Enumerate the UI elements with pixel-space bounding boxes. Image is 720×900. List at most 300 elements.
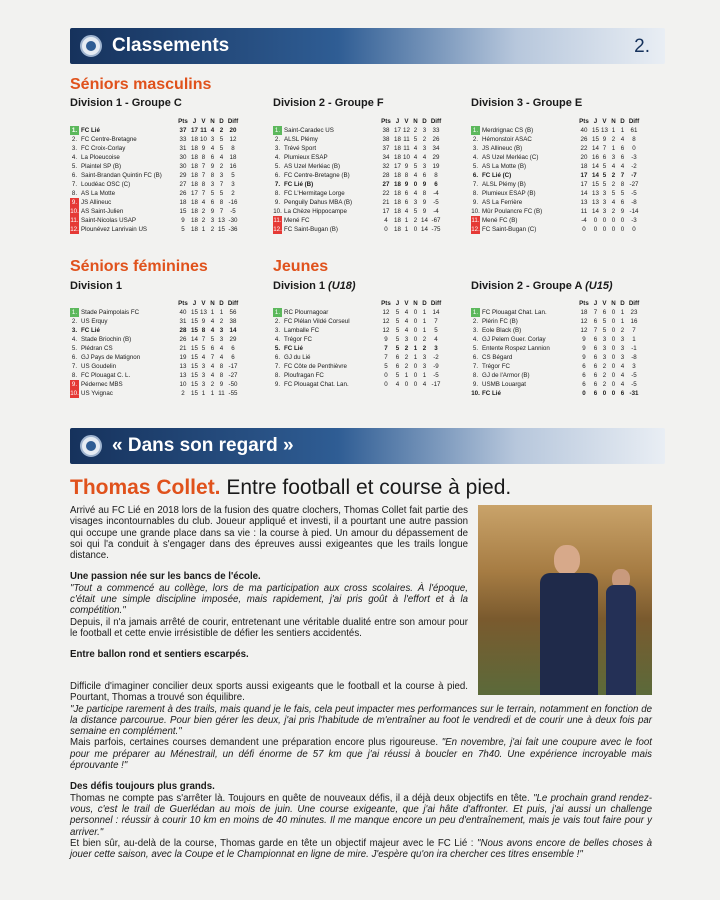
rank-badge: 8. bbox=[71, 372, 78, 379]
stat-cell: 3 bbox=[231, 181, 235, 188]
column-header: Diff bbox=[628, 300, 640, 307]
rank-badge: 8. bbox=[274, 372, 281, 379]
rank-badge: 11. bbox=[273, 217, 282, 224]
team-name: JS Allineuc bbox=[81, 199, 112, 206]
stat-cell: 5 bbox=[210, 336, 215, 343]
table-row bbox=[471, 216, 641, 225]
stat-cell: -55 bbox=[228, 390, 238, 397]
stat-cell: 9 bbox=[602, 136, 607, 143]
rank-badge: 4. bbox=[71, 336, 78, 343]
stat-cell: 3 bbox=[620, 354, 625, 361]
stat-cell: 4 bbox=[413, 154, 418, 161]
team-cell bbox=[471, 380, 577, 389]
stat-cell: 15 bbox=[191, 372, 198, 379]
stat-cell: 3 bbox=[210, 181, 215, 188]
stat-cell: 2 bbox=[620, 327, 625, 334]
stat-cell: 29 bbox=[432, 154, 440, 161]
team-cell bbox=[70, 353, 176, 362]
article-paragraph-1: Depuis, il n'a jamais arrêté de courir, entretenant une véritable dualité entre son amour pour le football et cette envie irrésistible de défier les sentiers accidentés. bbox=[70, 616, 468, 639]
column-header: Pts bbox=[178, 300, 188, 307]
stat-cell: 8 bbox=[210, 172, 215, 179]
stat-cell: 5 bbox=[219, 145, 224, 152]
rank-badge: 7. bbox=[71, 363, 78, 370]
table-row bbox=[471, 326, 641, 335]
table-row bbox=[273, 344, 443, 353]
table-row bbox=[273, 153, 443, 162]
stat-cell: 18 bbox=[394, 154, 401, 161]
standings-table bbox=[70, 299, 240, 398]
stat-cell: 1 bbox=[210, 390, 215, 397]
rank-badge: 4. bbox=[274, 154, 281, 161]
page-number: 2. bbox=[634, 36, 650, 57]
team-cell bbox=[273, 162, 379, 171]
stat-cell: 34 bbox=[432, 145, 440, 152]
rank-badge: 2. bbox=[472, 136, 479, 143]
stat-cell: 4 bbox=[210, 318, 215, 325]
rank-badge: 10. bbox=[70, 390, 79, 397]
stat-cell: 5 bbox=[413, 136, 418, 143]
stat-cell: 5 bbox=[434, 327, 438, 334]
team-cell bbox=[273, 308, 379, 317]
article-quote-2-wrap bbox=[70, 704, 652, 738]
stat-cell: 5 bbox=[602, 327, 607, 334]
team-cell bbox=[70, 171, 176, 180]
team-name: FC Lié bbox=[81, 327, 100, 334]
team-cell bbox=[70, 371, 176, 380]
stat-cell: 6 bbox=[231, 354, 235, 361]
stat-cell: 0 bbox=[611, 318, 616, 325]
stat-cell: 4 bbox=[413, 172, 418, 179]
stat-cell: 18 bbox=[394, 181, 401, 188]
stat-cell: 37 bbox=[382, 145, 390, 152]
table-row bbox=[70, 317, 240, 326]
stat-cell: 7 bbox=[620, 172, 625, 179]
regard-banner-title: « Dans son regard » bbox=[112, 435, 294, 456]
team-cell bbox=[471, 207, 577, 216]
stat-cell: 17 bbox=[382, 208, 390, 215]
article-quote-4: "Le prochain grand rendez-vous, c'est le trail de Guerlédan au mois de juin. Une course exigeante, que j'ai hâte d'affronter. Et puis, j'ai aussi un challenge personnel : réussir à courir 10 km en moins de 40 minutes. Il me manque encore un peu d'entraînement, mais je vais tout faire pour y arriver." bbox=[70, 792, 652, 838]
stat-cell: 6 bbox=[593, 372, 598, 379]
team-cell bbox=[70, 135, 176, 144]
article-title bbox=[70, 476, 511, 500]
rank-badge: 5. bbox=[274, 345, 281, 352]
team-name: FC Plélan Vildé Corseul bbox=[284, 318, 350, 325]
stat-cell: 30 bbox=[179, 163, 187, 170]
rank-badge: 3. bbox=[274, 327, 281, 334]
stat-cell: 12 bbox=[580, 318, 588, 325]
standings-table bbox=[70, 117, 240, 234]
rank-badge: 9. bbox=[274, 199, 281, 206]
team-cell bbox=[471, 198, 577, 207]
stat-cell: 13 bbox=[179, 372, 187, 379]
table-row bbox=[273, 162, 443, 171]
stat-cell: 5 bbox=[219, 190, 224, 197]
stat-cell: 9 bbox=[181, 217, 185, 224]
stat-cell: 6 bbox=[593, 390, 598, 397]
team-name: Saint-Caradec US bbox=[284, 127, 334, 134]
stat-cell: 9 bbox=[384, 336, 388, 343]
table-row bbox=[70, 198, 240, 207]
stat-cell: 4 bbox=[422, 154, 427, 161]
stat-cell: 4 bbox=[404, 208, 409, 215]
stat-cell: 5 bbox=[395, 318, 400, 325]
stat-cell: 3 bbox=[422, 354, 427, 361]
stat-cell: 12 bbox=[382, 309, 390, 316]
rank-badge: 8. bbox=[472, 372, 479, 379]
stat-cell: 12 bbox=[229, 136, 237, 143]
rank-badge: 2. bbox=[472, 318, 479, 325]
stat-cell: 4 bbox=[422, 381, 427, 388]
stat-cell: 8 bbox=[201, 181, 206, 188]
rank-badge: 3. bbox=[274, 145, 281, 152]
stat-cell: 1 bbox=[611, 127, 616, 134]
rank-badge: 7. bbox=[274, 363, 281, 370]
table-row bbox=[273, 180, 443, 189]
column-header: N bbox=[413, 118, 418, 125]
stat-cell: 27 bbox=[382, 181, 390, 188]
stat-cell: 4 bbox=[404, 318, 409, 325]
stat-cell: 2 bbox=[404, 354, 409, 361]
rank-badge: 3. bbox=[472, 327, 479, 334]
seniors-m-heading: Séniors masculins bbox=[70, 76, 212, 93]
column-header: J bbox=[593, 118, 598, 125]
stat-cell: 14 bbox=[592, 208, 599, 215]
column-header: V bbox=[602, 300, 607, 307]
stat-cell: 26 bbox=[179, 336, 187, 343]
team-cell bbox=[70, 380, 176, 389]
table-header-row bbox=[471, 299, 641, 308]
stat-cell: 10 bbox=[403, 154, 410, 161]
stat-cell: -16 bbox=[228, 199, 238, 206]
stat-cell: 2 bbox=[210, 381, 215, 388]
table-row bbox=[70, 326, 240, 335]
stat-cell: 1 bbox=[404, 372, 409, 379]
stat-cell: 2 bbox=[611, 136, 616, 143]
stat-cell: 6 bbox=[620, 145, 625, 152]
table-row bbox=[471, 371, 641, 380]
article-quote-2: "Je participe rarement à des trails, mais quand je le fais, cela peut impacter mes performances sur le terrain, notamment en fonction de la distance parcourue. Pour bien gérer les deux, j'ai pris l'habitude de m'entraîner au foot le vendredi et de courir une à deux fois par semaine en complément." bbox=[70, 703, 652, 738]
stat-cell: 14 bbox=[592, 163, 599, 170]
stat-cell: 3 bbox=[602, 336, 607, 343]
team-cell bbox=[70, 308, 176, 317]
table-header-row bbox=[273, 117, 443, 126]
stat-cell: 28 bbox=[179, 327, 187, 334]
stat-cell: -17 bbox=[431, 381, 441, 388]
stat-cell: -5 bbox=[631, 190, 637, 197]
team-cell bbox=[70, 198, 176, 207]
team-name: US Erquy bbox=[81, 318, 108, 325]
stat-cell: -31 bbox=[629, 390, 639, 397]
team-cell bbox=[70, 225, 176, 234]
stat-cell: 3 bbox=[602, 345, 607, 352]
table-title-u15-cat: (U15) bbox=[585, 280, 613, 292]
team-name: FC Saint-Bugan (C) bbox=[482, 226, 537, 233]
stat-cell: 2 bbox=[201, 217, 206, 224]
stat-cell: 0 bbox=[632, 226, 636, 233]
table-row bbox=[70, 353, 240, 362]
stat-cell: 1 bbox=[632, 336, 636, 343]
team-name: FC Plouagat Chat. Lan. bbox=[482, 309, 547, 316]
rank-badge: 6. bbox=[472, 172, 479, 179]
stat-cell: 3 bbox=[404, 336, 409, 343]
column-header: N bbox=[611, 300, 616, 307]
team-name: GJ Pays de Matignon bbox=[81, 354, 141, 361]
team-name: US Goudelin bbox=[81, 363, 117, 370]
stat-cell: 5 bbox=[395, 327, 400, 334]
table-row bbox=[273, 135, 443, 144]
stat-cell: 13 bbox=[218, 217, 225, 224]
team-cell bbox=[471, 308, 577, 317]
stat-cell: 15 bbox=[592, 181, 599, 188]
team-name: AS Uzel Merléac (B) bbox=[284, 163, 341, 170]
stat-cell: 15 bbox=[191, 381, 198, 388]
table-title-u18-cat: (U18) bbox=[328, 280, 356, 292]
team-name: Hémonstoir ASAC bbox=[482, 136, 532, 143]
stat-cell: 1 bbox=[422, 318, 427, 325]
stat-cell: 6 bbox=[593, 336, 598, 343]
table-row bbox=[273, 353, 443, 362]
stat-cell: 2 bbox=[413, 217, 418, 224]
stat-cell: 0 bbox=[620, 217, 625, 224]
stat-cell: 1 bbox=[422, 372, 427, 379]
stat-cell: 8 bbox=[422, 190, 427, 197]
stat-cell: -3 bbox=[631, 217, 637, 224]
table-title-sm-d1: Division 1 - Groupe C bbox=[70, 97, 182, 109]
table-row bbox=[273, 216, 443, 225]
article-heading-3: Des défis toujours plus grands. bbox=[70, 781, 215, 793]
stat-cell: 9 bbox=[210, 163, 215, 170]
team-name: Ploufragan FC bbox=[284, 372, 324, 379]
stat-cell: 5 bbox=[201, 345, 206, 352]
column-header: J bbox=[395, 300, 400, 307]
stat-cell: 5 bbox=[395, 336, 400, 343]
stat-cell: 29 bbox=[229, 336, 237, 343]
stat-cell: 1 bbox=[620, 318, 625, 325]
stat-cell: 7 bbox=[434, 318, 438, 325]
column-header: V bbox=[201, 300, 206, 307]
stat-cell: 19 bbox=[179, 354, 187, 361]
stat-cell: 3 bbox=[413, 199, 418, 206]
team-name: Lamballe FC bbox=[284, 327, 320, 334]
stat-cell: 0 bbox=[611, 327, 616, 334]
column-header: V bbox=[602, 118, 607, 125]
header-blank bbox=[70, 299, 176, 308]
table-row bbox=[70, 162, 240, 171]
stat-cell: 2 bbox=[219, 163, 224, 170]
stat-cell: 8 bbox=[632, 136, 636, 143]
table-row bbox=[471, 135, 641, 144]
stat-cell: -8 bbox=[631, 199, 637, 206]
stat-cell: 2 bbox=[201, 208, 206, 215]
team-name: FC Saint-Bugan (B) bbox=[284, 226, 338, 233]
table-row bbox=[70, 308, 240, 317]
rank-badge: 5. bbox=[71, 163, 78, 170]
article-quote-1: "Tout a commencé au collège, lors de ma participation aux cross scolaires. À l'époque, c'était une simple discipline imposée, mais rapidement, j'ai pris goût à l'effort et à la compétition." bbox=[70, 582, 468, 617]
stat-cell: 9 bbox=[422, 208, 427, 215]
stat-cell: 3 bbox=[434, 345, 438, 352]
team-cell bbox=[471, 225, 577, 234]
stat-cell: 3 bbox=[602, 199, 607, 206]
team-name: Penguily Dahus MBA (B) bbox=[284, 199, 353, 206]
team-cell bbox=[273, 135, 379, 144]
stat-cell: 5 bbox=[395, 345, 400, 352]
stat-cell: 18 bbox=[191, 199, 198, 206]
table-header-row bbox=[273, 299, 443, 308]
stat-cell: 31 bbox=[179, 145, 187, 152]
stat-cell: 5 bbox=[620, 190, 625, 197]
team-cell bbox=[471, 353, 577, 362]
stat-cell: 0 bbox=[602, 390, 607, 397]
stat-cell: 1 bbox=[210, 309, 215, 316]
rank-badge: 4. bbox=[472, 336, 479, 343]
rank-badge: 2. bbox=[274, 136, 281, 143]
rank-badge: 10. bbox=[471, 208, 480, 215]
team-name: Plédran CS bbox=[81, 345, 113, 352]
team-cell bbox=[273, 153, 379, 162]
table-row bbox=[471, 189, 641, 198]
team-name: ALSL Plémy (B) bbox=[482, 181, 526, 188]
stat-cell: 0 bbox=[611, 309, 616, 316]
team-cell bbox=[471, 162, 577, 171]
table-row bbox=[471, 389, 641, 398]
rank-badge: 5. bbox=[274, 163, 281, 170]
table-row bbox=[471, 171, 641, 180]
table-row bbox=[70, 153, 240, 162]
stat-cell: 3 bbox=[422, 127, 427, 134]
stat-cell: -75 bbox=[431, 226, 441, 233]
team-cell bbox=[471, 362, 577, 371]
stat-cell: 6 bbox=[210, 154, 215, 161]
team-name: Mûr Poulancre FC (B) bbox=[482, 208, 543, 215]
stat-cell: 3 bbox=[422, 163, 427, 170]
stat-cell: 0 bbox=[602, 226, 607, 233]
article-paragraph-5 bbox=[70, 838, 652, 861]
table-row bbox=[70, 380, 240, 389]
stat-cell: 31 bbox=[179, 318, 187, 325]
stat-cell: 16 bbox=[630, 318, 638, 325]
stat-cell: 0 bbox=[413, 327, 418, 334]
team-name: US Yvignac bbox=[81, 390, 113, 397]
table-title-u18-label: Division 1 bbox=[273, 280, 325, 292]
seniors-f-heading: Séniors féminines bbox=[70, 258, 208, 275]
team-cell bbox=[273, 180, 379, 189]
stat-cell: 9 bbox=[422, 181, 427, 188]
section-banner-regard bbox=[70, 428, 665, 464]
column-header: V bbox=[404, 300, 409, 307]
stat-cell: -14 bbox=[629, 208, 639, 215]
stat-cell: 18 bbox=[191, 172, 198, 179]
team-cell bbox=[471, 335, 577, 344]
team-name: FC L'Hermitage Lorge bbox=[284, 190, 345, 197]
stat-cell: 18 bbox=[191, 181, 198, 188]
stat-cell: 18 bbox=[394, 217, 401, 224]
rank-badge: 4. bbox=[71, 154, 78, 161]
team-cell bbox=[471, 344, 577, 353]
stat-cell: 3 bbox=[602, 190, 607, 197]
stat-cell: 18 bbox=[394, 136, 401, 143]
table-row bbox=[273, 207, 443, 216]
stat-cell: 0 bbox=[413, 372, 418, 379]
team-name: CS Bégard bbox=[482, 354, 513, 361]
stat-cell: 12 bbox=[382, 327, 390, 334]
table-row bbox=[471, 180, 641, 189]
stat-cell: 0 bbox=[384, 226, 388, 233]
stat-cell: 0 bbox=[404, 381, 409, 388]
stat-cell: 6 bbox=[210, 345, 215, 352]
stat-cell: 9 bbox=[219, 381, 224, 388]
stat-cell: 40 bbox=[580, 127, 588, 134]
article-body-bottom bbox=[70, 681, 652, 860]
stat-cell: 0 bbox=[413, 309, 418, 316]
team-cell bbox=[273, 335, 379, 344]
stat-cell: 17 bbox=[394, 127, 401, 134]
rank-badge: 6. bbox=[71, 172, 78, 179]
table-row bbox=[273, 189, 443, 198]
team-cell bbox=[70, 153, 176, 162]
stat-cell: 1 bbox=[201, 390, 206, 397]
stat-cell: 18 bbox=[229, 154, 237, 161]
stat-cell: 61 bbox=[630, 127, 638, 134]
stat-cell: 11 bbox=[403, 145, 410, 152]
stat-cell: 4 bbox=[219, 354, 224, 361]
stat-cell: 0 bbox=[611, 381, 616, 388]
team-cell bbox=[273, 225, 379, 234]
column-header: N bbox=[210, 300, 215, 307]
team-cell bbox=[471, 389, 577, 398]
team-name: Stade Paimpolais FC bbox=[81, 309, 140, 316]
stat-cell: 18 bbox=[191, 163, 198, 170]
stat-cell: 1 bbox=[620, 127, 625, 134]
stat-cell: 20 bbox=[580, 154, 588, 161]
stat-cell: 33 bbox=[432, 127, 440, 134]
rank-badge: 9. bbox=[71, 381, 78, 388]
stat-cell: 1 bbox=[413, 345, 418, 352]
stat-cell: -3 bbox=[631, 154, 637, 161]
column-header: Diff bbox=[430, 300, 442, 307]
stat-cell: 4 bbox=[404, 309, 409, 316]
stat-cell: 26 bbox=[580, 136, 588, 143]
team-cell bbox=[273, 380, 379, 389]
stat-cell: -4 bbox=[433, 208, 439, 215]
team-cell bbox=[273, 362, 379, 371]
team-name: GJ Pelem Guer. Corlay bbox=[482, 336, 546, 343]
stat-cell: 4 bbox=[210, 145, 215, 152]
team-name: Pédernec MBS bbox=[81, 381, 123, 388]
team-name: Plaintel SP (B) bbox=[81, 163, 122, 170]
stat-cell: -67 bbox=[431, 217, 441, 224]
stat-cell: 4 bbox=[210, 127, 215, 134]
team-cell bbox=[471, 326, 577, 335]
table-header-row bbox=[471, 117, 641, 126]
stat-cell: 3 bbox=[632, 363, 636, 370]
stat-cell: -1 bbox=[631, 345, 637, 352]
team-name: Loudéac OSC (C) bbox=[81, 181, 131, 188]
table-title-u15-label: Division 2 - Groupe A bbox=[471, 280, 583, 292]
stat-cell: 9 bbox=[582, 336, 586, 343]
stat-cell: 3 bbox=[219, 327, 224, 334]
stat-cell: 1 bbox=[404, 217, 409, 224]
jeunes-heading: Jeunes bbox=[273, 258, 329, 275]
team-name: La Chèze Hippocampe bbox=[284, 208, 347, 215]
table-row bbox=[471, 308, 641, 317]
team-cell bbox=[273, 353, 379, 362]
stat-cell: 15 bbox=[191, 354, 198, 361]
stat-cell: 1 bbox=[422, 309, 427, 316]
table-title-u18 bbox=[273, 280, 356, 292]
stat-cell: 13 bbox=[592, 199, 599, 206]
rank-badge: 5. bbox=[71, 345, 78, 352]
rank-badge: 11. bbox=[471, 217, 480, 224]
